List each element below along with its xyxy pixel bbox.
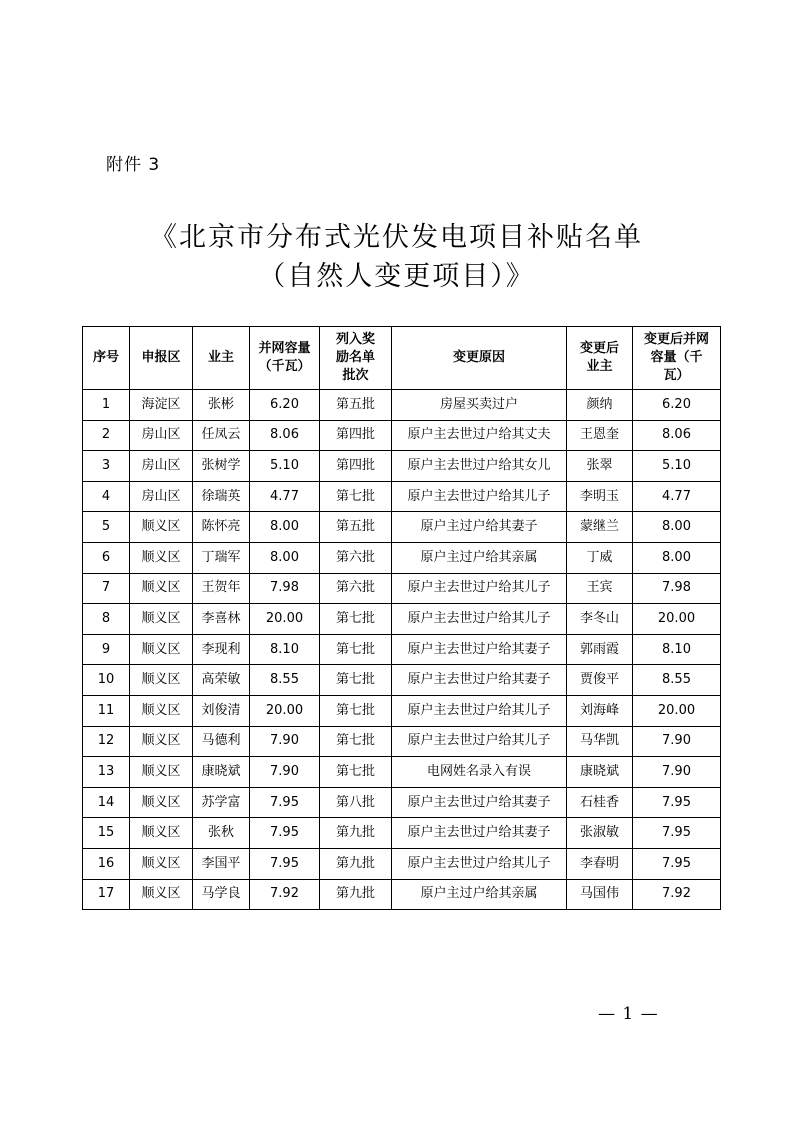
header-district: 申报区 bbox=[130, 327, 193, 390]
reason-cell: 房屋买卖过户 bbox=[392, 390, 567, 421]
subsidy-change-table bbox=[82, 326, 721, 910]
capacity-cell: 7.90 bbox=[250, 757, 320, 788]
table-row bbox=[83, 665, 721, 696]
serial-cell: 5 bbox=[83, 512, 130, 543]
table-row bbox=[83, 451, 721, 482]
batch-cell: 第七批 bbox=[320, 481, 392, 512]
batch-cell: 第五批 bbox=[320, 390, 392, 421]
serial-cell: 6 bbox=[83, 542, 130, 573]
reason-cell: 原户主去世过户给其儿子 bbox=[392, 573, 567, 604]
owner-cell: 张树学 bbox=[193, 451, 250, 482]
header-new-capacity: 变更后并网容量（千瓦） bbox=[633, 327, 721, 390]
new-capacity-cell: 6.20 bbox=[633, 390, 721, 421]
serial-cell: 14 bbox=[83, 787, 130, 818]
new-owner-cell: 丁威 bbox=[567, 542, 633, 573]
document-title-line1: 《北京市分布式光伏发电项目补贴名单 bbox=[150, 222, 643, 253]
district-cell: 顺义区 bbox=[130, 634, 193, 665]
owner-cell: 苏学富 bbox=[193, 787, 250, 818]
owner-cell: 李喜林 bbox=[193, 604, 250, 635]
district-cell: 顺义区 bbox=[130, 695, 193, 726]
table-row bbox=[83, 818, 721, 849]
serial-cell: 4 bbox=[83, 481, 130, 512]
table-body bbox=[83, 390, 721, 910]
reason-cell: 原户主去世过户给其儿子 bbox=[392, 726, 567, 757]
reason-cell: 原户主去世过户给其妻子 bbox=[392, 634, 567, 665]
table-row bbox=[83, 604, 721, 635]
header-capacity: 并网容量（千瓦） bbox=[250, 327, 320, 390]
table-row bbox=[83, 634, 721, 665]
owner-cell: 任凤云 bbox=[193, 420, 250, 451]
reason-cell: 原户主过户给其亲属 bbox=[392, 542, 567, 573]
serial-cell: 9 bbox=[83, 634, 130, 665]
table-row bbox=[83, 420, 721, 451]
district-cell: 顺义区 bbox=[130, 604, 193, 635]
header-batch: 列入奖励名单批次 bbox=[320, 327, 392, 390]
capacity-cell: 7.92 bbox=[250, 879, 320, 910]
new-capacity-cell: 4.77 bbox=[633, 481, 721, 512]
batch-cell: 第七批 bbox=[320, 695, 392, 726]
district-cell: 顺义区 bbox=[130, 787, 193, 818]
reason-cell: 原户主去世过户给其女儿 bbox=[392, 451, 567, 482]
new-capacity-cell: 20.00 bbox=[633, 604, 721, 635]
capacity-cell: 6.20 bbox=[250, 390, 320, 421]
table-row bbox=[83, 787, 721, 818]
district-cell: 房山区 bbox=[130, 481, 193, 512]
table-row bbox=[83, 848, 721, 879]
capacity-cell: 4.77 bbox=[250, 481, 320, 512]
district-cell: 顺义区 bbox=[130, 848, 193, 879]
owner-cell: 丁瑞军 bbox=[193, 542, 250, 573]
batch-cell: 第七批 bbox=[320, 634, 392, 665]
reason-cell: 原户主去世过户给其妻子 bbox=[392, 665, 567, 696]
capacity-cell: 7.90 bbox=[250, 726, 320, 757]
batch-cell: 第四批 bbox=[320, 451, 392, 482]
batch-cell: 第八批 bbox=[320, 787, 392, 818]
table-row bbox=[83, 542, 721, 573]
table-row bbox=[83, 757, 721, 788]
capacity-cell: 7.98 bbox=[250, 573, 320, 604]
new-capacity-cell: 7.95 bbox=[633, 787, 721, 818]
owner-cell: 李国平 bbox=[193, 848, 250, 879]
attachment-label: 附件 3 bbox=[106, 155, 161, 175]
serial-cell: 10 bbox=[83, 665, 130, 696]
capacity-cell: 8.00 bbox=[250, 542, 320, 573]
new-owner-cell: 李春明 bbox=[567, 848, 633, 879]
serial-cell: 15 bbox=[83, 818, 130, 849]
capacity-cell: 5.10 bbox=[250, 451, 320, 482]
new-owner-cell: 马国伟 bbox=[567, 879, 633, 910]
capacity-cell: 8.55 bbox=[250, 665, 320, 696]
new-capacity-cell: 7.98 bbox=[633, 573, 721, 604]
batch-cell: 第九批 bbox=[320, 818, 392, 849]
district-cell: 顺义区 bbox=[130, 757, 193, 788]
new-capacity-cell: 7.92 bbox=[633, 879, 721, 910]
new-owner-cell: 康晓斌 bbox=[567, 757, 633, 788]
capacity-cell: 8.06 bbox=[250, 420, 320, 451]
owner-cell: 王贺年 bbox=[193, 573, 250, 604]
capacity-cell: 20.00 bbox=[250, 695, 320, 726]
serial-cell: 11 bbox=[83, 695, 130, 726]
new-capacity-cell: 8.06 bbox=[633, 420, 721, 451]
capacity-cell: 8.10 bbox=[250, 634, 320, 665]
district-cell: 房山区 bbox=[130, 420, 193, 451]
new-capacity-cell: 5.10 bbox=[633, 451, 721, 482]
owner-cell: 徐瑞英 bbox=[193, 481, 250, 512]
batch-cell: 第九批 bbox=[320, 848, 392, 879]
serial-cell: 13 bbox=[83, 757, 130, 788]
serial-cell: 3 bbox=[83, 451, 130, 482]
district-cell: 顺义区 bbox=[130, 665, 193, 696]
document-title-line2: （自然人变更项目）》 bbox=[258, 261, 535, 292]
reason-cell: 原户主去世过户给其儿子 bbox=[392, 604, 567, 635]
district-cell: 房山区 bbox=[130, 451, 193, 482]
serial-cell: 17 bbox=[83, 879, 130, 910]
table-row bbox=[83, 573, 721, 604]
new-capacity-cell: 7.95 bbox=[633, 818, 721, 849]
new-owner-cell: 颜纳 bbox=[567, 390, 633, 421]
serial-cell: 8 bbox=[83, 604, 130, 635]
table-row bbox=[83, 879, 721, 910]
new-owner-cell: 张翠 bbox=[567, 451, 633, 482]
serial-cell: 12 bbox=[83, 726, 130, 757]
capacity-cell: 7.95 bbox=[250, 848, 320, 879]
new-owner-cell: 贾俊平 bbox=[567, 665, 633, 696]
table-row bbox=[83, 390, 721, 421]
owner-cell: 康晓斌 bbox=[193, 757, 250, 788]
capacity-cell: 20.00 bbox=[250, 604, 320, 635]
new-owner-cell: 刘海峰 bbox=[567, 695, 633, 726]
new-owner-cell: 郭雨霞 bbox=[567, 634, 633, 665]
serial-cell: 2 bbox=[83, 420, 130, 451]
owner-cell: 高荣敏 bbox=[193, 665, 250, 696]
capacity-cell: 7.95 bbox=[250, 818, 320, 849]
new-owner-cell: 蒙继兰 bbox=[567, 512, 633, 543]
owner-cell: 李现利 bbox=[193, 634, 250, 665]
batch-cell: 第四批 bbox=[320, 420, 392, 451]
batch-cell: 第七批 bbox=[320, 726, 392, 757]
new-owner-cell: 石桂香 bbox=[567, 787, 633, 818]
table-header-row bbox=[83, 327, 721, 390]
new-owner-cell: 马华凯 bbox=[567, 726, 633, 757]
district-cell: 顺义区 bbox=[130, 512, 193, 543]
new-capacity-cell: 7.90 bbox=[633, 757, 721, 788]
header-new-owner: 变更后业主 bbox=[567, 327, 633, 390]
new-owner-cell: 王宾 bbox=[567, 573, 633, 604]
district-cell: 顺义区 bbox=[130, 573, 193, 604]
new-owner-cell: 王恩奎 bbox=[567, 420, 633, 451]
district-cell: 顺义区 bbox=[130, 818, 193, 849]
table-row bbox=[83, 726, 721, 757]
new-capacity-cell: 8.00 bbox=[633, 512, 721, 543]
new-capacity-cell: 20.00 bbox=[633, 695, 721, 726]
owner-cell: 马德利 bbox=[193, 726, 250, 757]
batch-cell: 第七批 bbox=[320, 604, 392, 635]
district-cell: 顺义区 bbox=[130, 726, 193, 757]
serial-cell: 1 bbox=[83, 390, 130, 421]
reason-cell: 原户主去世过户给其丈夫 bbox=[392, 420, 567, 451]
district-cell: 顺义区 bbox=[130, 879, 193, 910]
reason-cell: 原户主去世过户给其妻子 bbox=[392, 818, 567, 849]
reason-cell: 电网姓名录入有误 bbox=[392, 757, 567, 788]
new-owner-cell: 李冬山 bbox=[567, 604, 633, 635]
page-number: — 1 — bbox=[598, 1004, 659, 1024]
batch-cell: 第六批 bbox=[320, 573, 392, 604]
reason-cell: 原户主过户给其妻子 bbox=[392, 512, 567, 543]
reason-cell: 原户主去世过户给其儿子 bbox=[392, 848, 567, 879]
capacity-cell: 7.95 bbox=[250, 787, 320, 818]
new-capacity-cell: 8.55 bbox=[633, 665, 721, 696]
reason-cell: 原户主去世过户给其妻子 bbox=[392, 787, 567, 818]
serial-cell: 16 bbox=[83, 848, 130, 879]
new-capacity-cell: 8.00 bbox=[633, 542, 721, 573]
header-owner: 业主 bbox=[193, 327, 250, 390]
new-capacity-cell: 7.90 bbox=[633, 726, 721, 757]
header-change-reason: 变更原因 bbox=[392, 327, 567, 390]
new-owner-cell: 李明玉 bbox=[567, 481, 633, 512]
batch-cell: 第七批 bbox=[320, 665, 392, 696]
table-row bbox=[83, 481, 721, 512]
district-cell: 顺义区 bbox=[130, 542, 193, 573]
owner-cell: 刘俊清 bbox=[193, 695, 250, 726]
new-capacity-cell: 7.95 bbox=[633, 848, 721, 879]
reason-cell: 原户主去世过户给其儿子 bbox=[392, 481, 567, 512]
header-serial: 序号 bbox=[83, 327, 130, 390]
batch-cell: 第七批 bbox=[320, 757, 392, 788]
batch-cell: 第九批 bbox=[320, 879, 392, 910]
reason-cell: 原户主去世过户给其儿子 bbox=[392, 695, 567, 726]
capacity-cell: 8.00 bbox=[250, 512, 320, 543]
reason-cell: 原户主过户给其亲属 bbox=[392, 879, 567, 910]
table-row bbox=[83, 512, 721, 543]
district-cell: 海淀区 bbox=[130, 390, 193, 421]
new-capacity-cell: 8.10 bbox=[633, 634, 721, 665]
owner-cell: 张秋 bbox=[193, 818, 250, 849]
new-owner-cell: 张淑敏 bbox=[567, 818, 633, 849]
serial-cell: 7 bbox=[83, 573, 130, 604]
table-row bbox=[83, 695, 721, 726]
owner-cell: 陈怀亮 bbox=[193, 512, 250, 543]
owner-cell: 马学良 bbox=[193, 879, 250, 910]
batch-cell: 第六批 bbox=[320, 542, 392, 573]
owner-cell: 张彬 bbox=[193, 390, 250, 421]
batch-cell: 第五批 bbox=[320, 512, 392, 543]
